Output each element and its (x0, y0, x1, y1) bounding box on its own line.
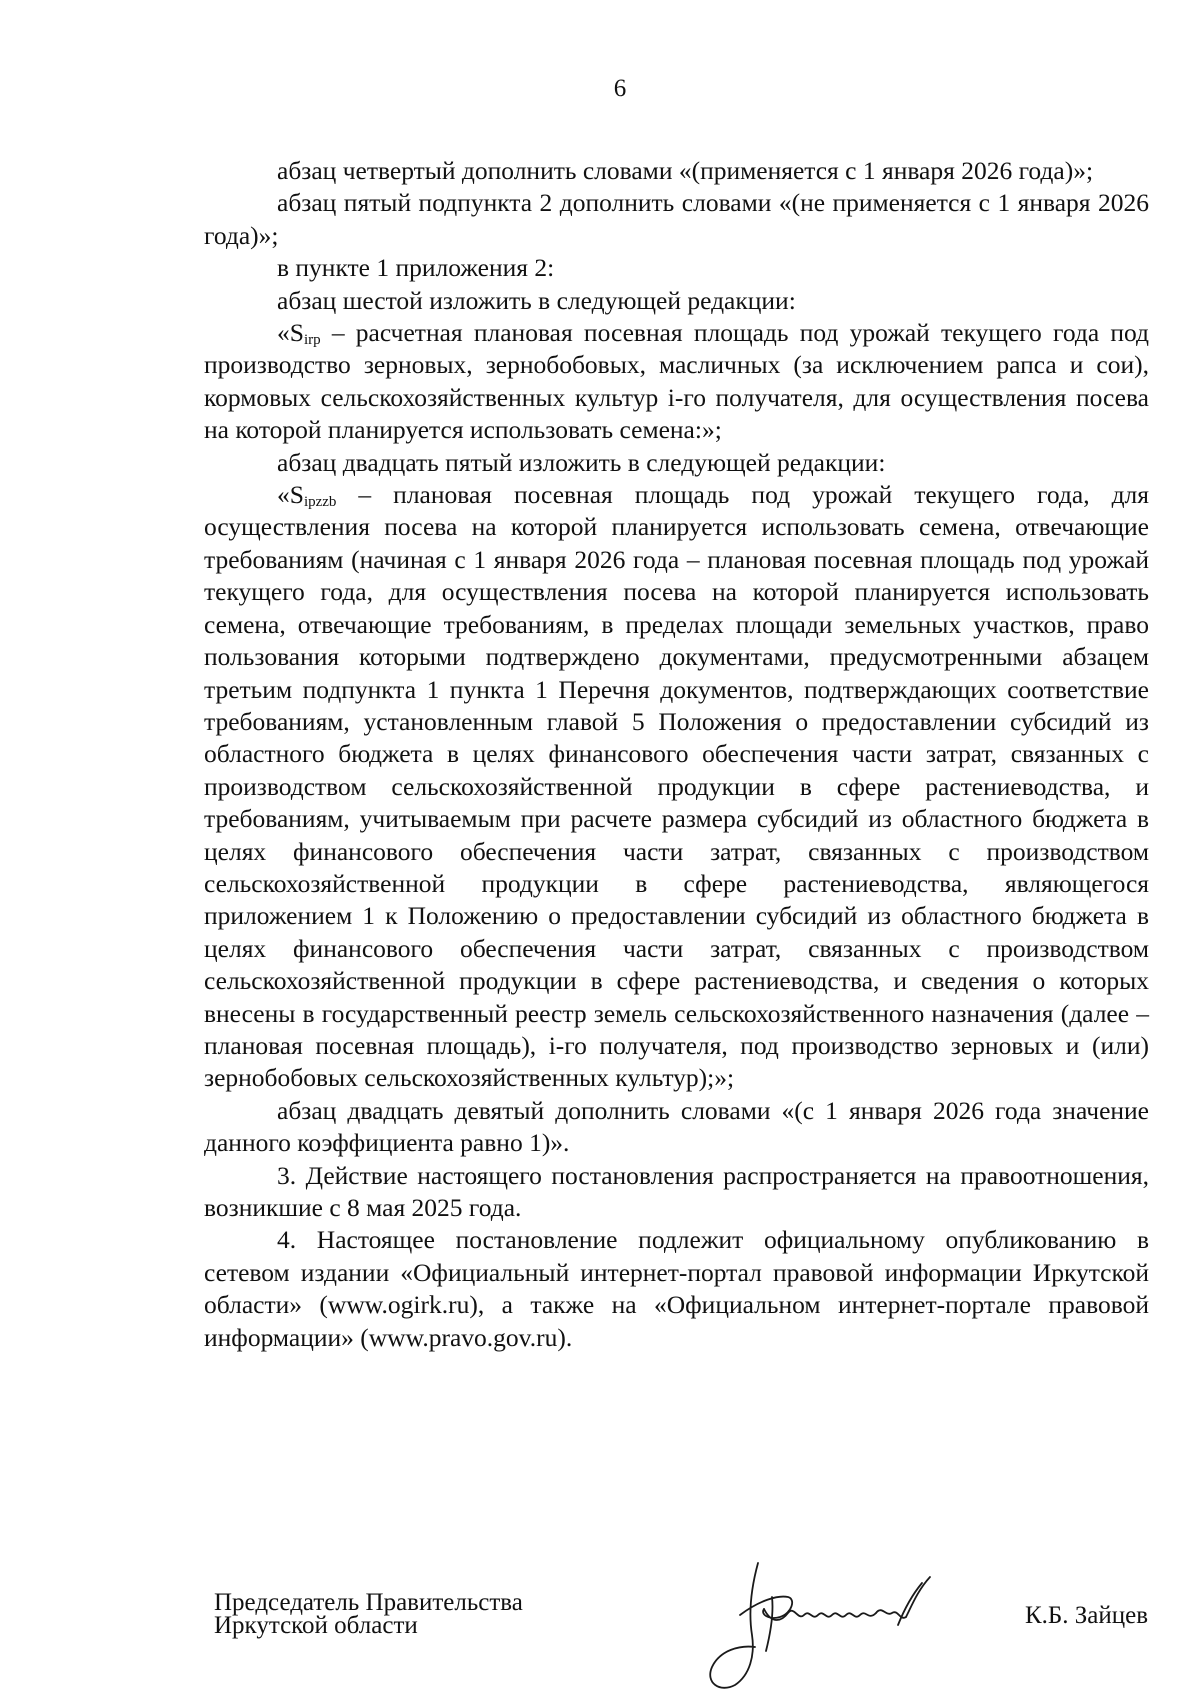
paragraph-formula-sirp (204, 317, 1149, 447)
document-body (204, 155, 1149, 1354)
paragraph: абзац четвертый дополнить словами «(применяется с 1 января 2026 года)»; (277, 156, 1094, 185)
paragraph: абзац шестой изложить в следующей редакции: (277, 285, 796, 315)
page-number: 6 (613, 75, 627, 102)
formula-open: «S (277, 318, 304, 348)
formula-subscript: irp (303, 332, 321, 349)
position-line: Председатель Правительства (214, 1589, 523, 1616)
paragraph: абзац пятый подпункта 2 дополнить словами «(не применяется с 1 января 2026 года)»; (204, 188, 1149, 250)
position-line: Иркутской области (214, 1612, 418, 1639)
signatory-position (214, 1591, 523, 1637)
paragraph: в пункте 1 приложения 2: (277, 253, 555, 283)
formula-definition: – расчетная плановая посевная площадь под урожай текущего года под производство зерновых, зернобобовых, масличных (за исключением рапса и сои), кормовых сельскохозяйственных культур i-го получателя, для осуществления посева на которой планируется использовать семена:»; (204, 318, 1149, 445)
paragraph-formula-sipzzb (204, 479, 1149, 1095)
paragraph: абзац двадцать девятый дополнить словами «(с 1 января 2026 года значение данного коэффициента равно 1)». (204, 1095, 1149, 1158)
formula-open: «S (277, 480, 304, 510)
handwritten-signature (700, 1555, 960, 1695)
paragraph-clause-4: 4. Настоящее постановление подлежит официальному опубликованию в сетевом издании «Официальный интернет-портал правовой информации Иркутской области» (www.ogirk.ru), а также на «Официальном интернет-портале правовой информации» (www.pravo.gov.ru). (204, 1225, 1149, 1352)
signatory-name: К.Б. Зайцев (1025, 1602, 1149, 1629)
paragraph: абзац двадцать пятый изложить в следующей редакции: (277, 447, 886, 477)
formula-subscript: ipzzb (303, 494, 337, 511)
formula-definition: – плановая посевная площадь под урожай текущего года, для осуществления посева на которой планируется использовать семена, отвечающие требованиям (начиная с 1 января 2026 года – плановая посевная площадь под урожай текущего года, для осуществления посева на которой планируется использовать семена, отвечающие требованиям, в пределах площади земельных участков, право пользования которыми подтверждено документами, предусмотренными абзацем третьим подпункта 1 пункта 1 Перечня документов, подтверждающих соответствие требованиям, установленным главой 5 Положения о предоставлении субсидий из областного бюджета в целях финансового обеспечения части затрат, связанных с производством сельскохозяйственной продукции в сфере растениеводства, и требованиям, учитываемым при расчете размера субсидий из областного бюджета в целях финансового обеспечения части затрат, связанных с производством сельскохозяйственной продукции в сфере растениеводства, являющегося приложением 1 к Положению о предоставлении субсидий из областного бюджета в целях финансового обеспечения части затрат, связанных с производством сельскохозяйственной продукции в сфере растениеводства, и сведения о которых внесены в государственный реестр земель сельскохозяйственного назначения (далее – плановая посевная площадь), i-го получателя, под производство зерновых и (или) зернобобовых сельскохозяйственных культур);»; (204, 480, 1149, 1093)
paragraph-clause-3: 3. Действие настоящего постановления распространяется на правоотношения, возникшие с 8 мая 2025 года. (204, 1160, 1149, 1222)
